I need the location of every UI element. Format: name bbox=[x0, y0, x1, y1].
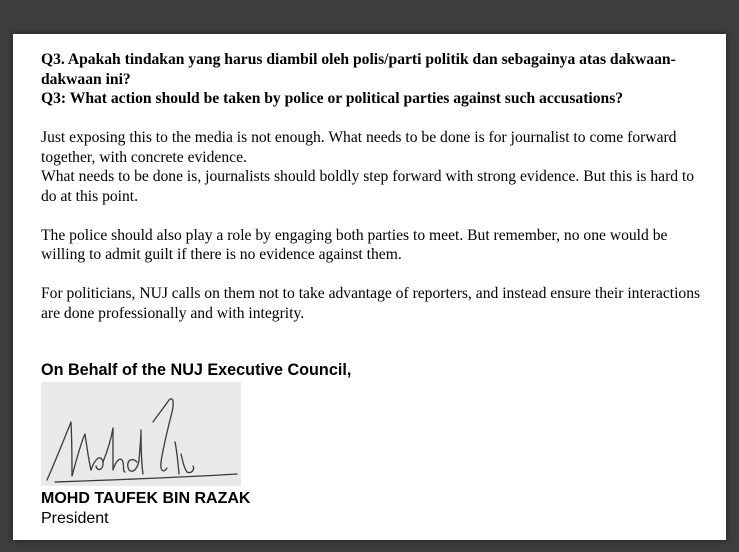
answer-paragraph-3: For politicians, NUJ calls on them not to take advantage of reporters, and instead ensure their interactions are done professionally and with integrity. bbox=[41, 285, 701, 322]
paragraph-gap bbox=[41, 109, 711, 129]
question-english: Q3: What action should be taken by police or political parties against such accusations? bbox=[41, 90, 624, 107]
document-page bbox=[13, 34, 726, 540]
answer-paragraph-1a: Just exposing this to the media is not enough. What needs to be done is for journalist to come forward together, with concrete evidence. bbox=[41, 129, 677, 166]
question-malay: Q3. Apakah tindakan yang harus diambil oleh polis/parti politik dan sebagainya atas dakwaan-dakwaan ini? bbox=[41, 51, 676, 88]
document-body bbox=[41, 50, 711, 323]
answer-paragraph-1b: What needs to be done is, journalists should boldly step forward with strong evidence. But this is hard to do at this point. bbox=[41, 168, 695, 205]
signatory-title: President bbox=[41, 510, 109, 527]
handwritten-signature bbox=[41, 382, 241, 486]
paragraph-gap bbox=[41, 206, 711, 226]
paragraph-gap bbox=[41, 265, 711, 285]
signature-image bbox=[41, 382, 241, 486]
on-behalf-line: On Behalf of the NUJ Executive Council, bbox=[41, 361, 352, 379]
signatory-name: MOHD TAUFEK BIN RAZAK bbox=[41, 490, 251, 507]
answer-paragraph-2: The police should also play a role by engaging both parties to meet. But remember, no one would be willing to admit guilt if there is no evidence against them. bbox=[41, 226, 668, 263]
